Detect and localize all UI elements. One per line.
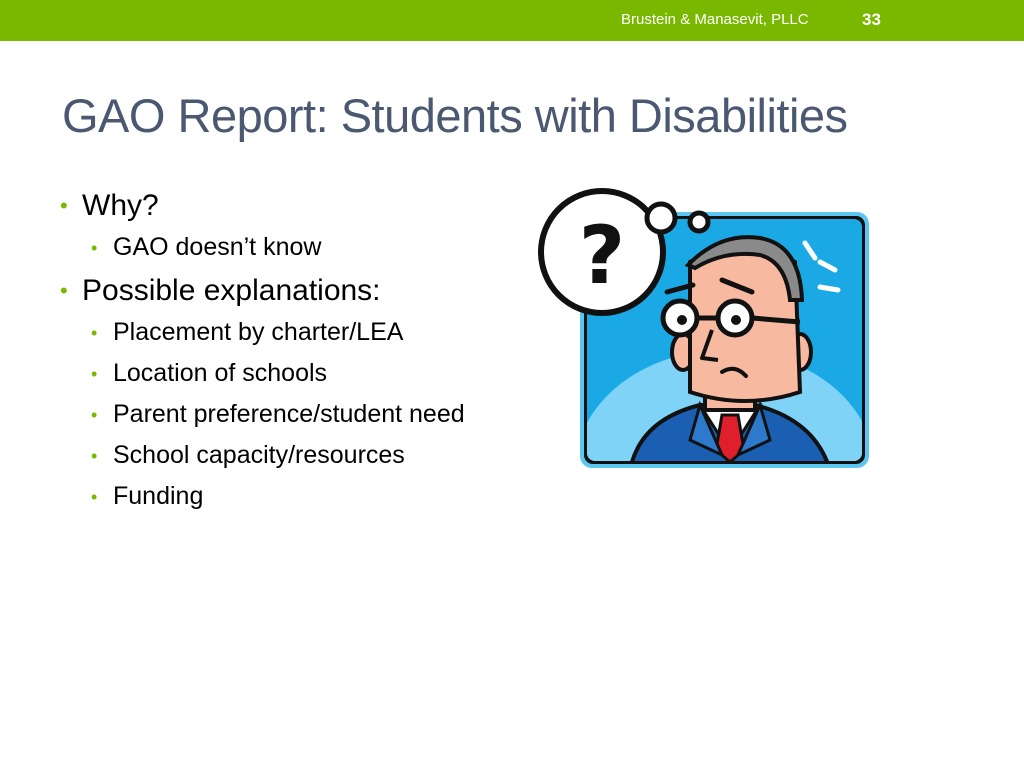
bullet-list <box>60 186 530 520</box>
bullet-text: Possible explanations: <box>82 274 381 307</box>
slide-title: GAO Report: Students with Disabilities <box>62 89 848 142</box>
bullet-text: GAO doesn’t know <box>113 233 322 261</box>
sub-bullet-item <box>60 230 530 264</box>
bullet-dot-icon: • <box>91 446 98 466</box>
bullet-text: Funding <box>113 482 204 510</box>
bullet-text: Why? <box>82 189 159 222</box>
sub-bullet-item <box>60 438 530 472</box>
bullet-item <box>60 271 530 311</box>
sub-bullet-item <box>60 479 530 513</box>
bullet-dot-icon: • <box>91 238 98 258</box>
bullet-item <box>60 186 530 226</box>
header-bar <box>0 0 1024 41</box>
bullet-dot-icon: • <box>60 278 68 303</box>
question-mark: ? <box>578 209 626 302</box>
bullet-text: School capacity/resources <box>113 441 405 469</box>
bullet-dot-icon: • <box>91 487 98 507</box>
confused-man-clipart <box>538 186 870 472</box>
firm-name: Brustein & Manasevit, PLLC <box>621 11 809 28</box>
bullet-dot-icon: • <box>91 405 98 425</box>
bullet-dot-icon: • <box>91 364 98 384</box>
bullet-text: Placement by charter/LEA <box>113 318 404 346</box>
sub-bullet-item <box>60 356 530 390</box>
bullet-dot-icon: • <box>91 323 98 343</box>
bullet-text: Parent preference/student need <box>113 400 465 428</box>
bullet-dot-icon: • <box>60 193 68 218</box>
sub-bullet-item <box>60 397 530 431</box>
sub-bullet-item <box>60 315 530 349</box>
bullet-text: Location of schools <box>113 359 328 387</box>
page-number: 33 <box>862 10 881 29</box>
